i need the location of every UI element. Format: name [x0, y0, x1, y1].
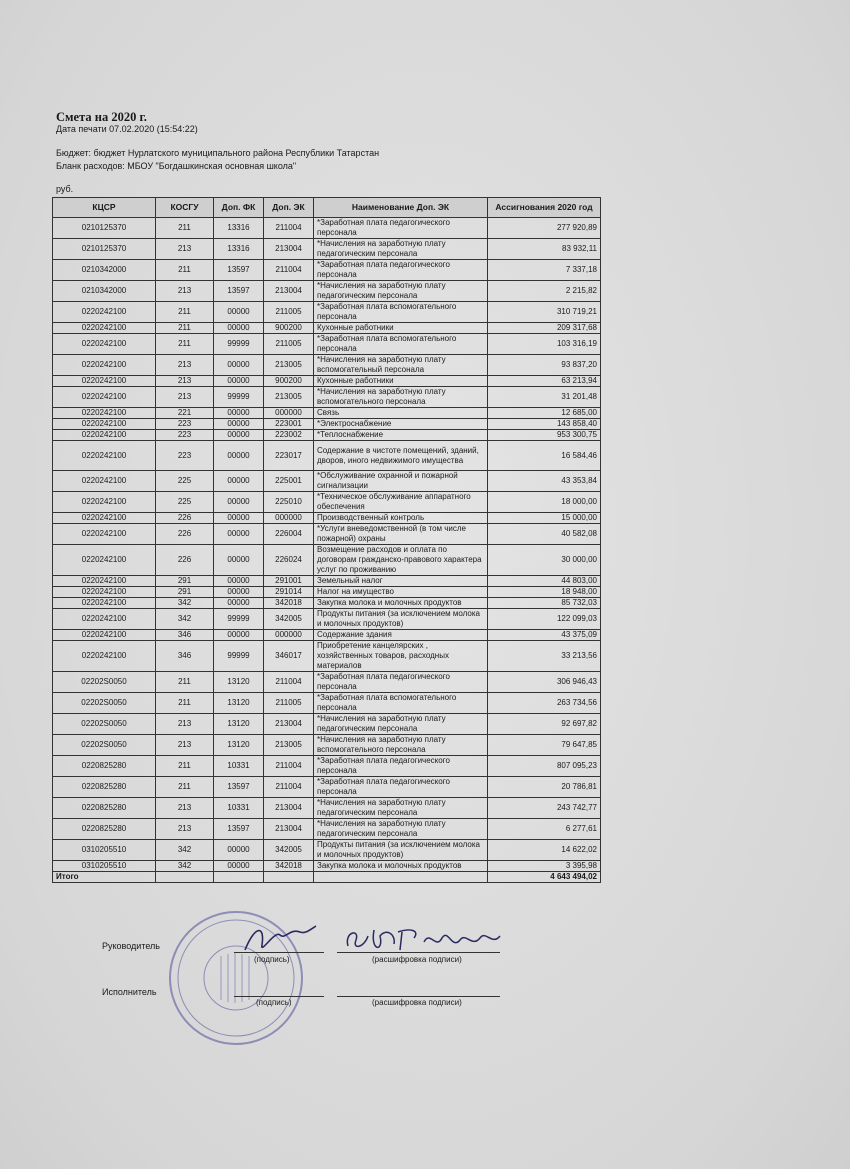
header-kcsr: КЦСР — [53, 198, 156, 218]
cell-kosgu: 213 — [156, 355, 214, 376]
cell-dop-ek: 000000 — [264, 513, 314, 524]
cell-name: *Заработная плата педагогического персонала — [314, 218, 488, 239]
cell-sum: 209 317,68 — [488, 323, 601, 334]
cell-sum: 7 337,18 — [488, 260, 601, 281]
cell-kcsr: 02202S0050 — [53, 693, 156, 714]
cell-kosgu: 211 — [156, 672, 214, 693]
table-row — [53, 630, 601, 641]
cell-dop-fk: 00000 — [214, 513, 264, 524]
cell-sum: 31 201,48 — [488, 387, 601, 408]
cell-sum: 6 277,61 — [488, 819, 601, 840]
total-empty — [214, 872, 264, 883]
cell-sum: 277 920,89 — [488, 218, 601, 239]
cell-name: *Начисления на заработную плату вспомогательного персонала — [314, 735, 488, 756]
cell-dop-ek: 213004 — [264, 819, 314, 840]
cell-sum: 33 213,56 — [488, 641, 601, 672]
cell-dop-fk: 00000 — [214, 323, 264, 334]
table-row — [53, 598, 601, 609]
table-row — [53, 334, 601, 355]
total-empty — [314, 872, 488, 883]
table-row — [53, 387, 601, 408]
cell-sum: 40 582,08 — [488, 524, 601, 545]
cell-kosgu: 211 — [156, 260, 214, 281]
cell-dop-ek: 211004 — [264, 260, 314, 281]
cell-name: Кухонные работники — [314, 323, 488, 334]
cell-kosgu: 213 — [156, 376, 214, 387]
cell-name: Связь — [314, 408, 488, 419]
cell-sum: 807 095,23 — [488, 756, 601, 777]
budget-line: Бюджет: бюджет Нурлатского муниципального района Республики Татарстан — [56, 148, 380, 158]
cell-dop-ek: 213004 — [264, 281, 314, 302]
cell-dop-fk: 00000 — [214, 587, 264, 598]
cell-kosgu: 226 — [156, 545, 214, 576]
cell-kosgu: 223 — [156, 419, 214, 430]
cell-dop-fk: 00000 — [214, 545, 264, 576]
cell-kcsr: 0220242100 — [53, 545, 156, 576]
head-decode-caption: (расшифровка подписи) — [372, 955, 462, 964]
total-empty — [156, 872, 214, 883]
cell-dop-ek: 342005 — [264, 840, 314, 861]
executor-decode-line — [337, 996, 500, 997]
table-header-row — [53, 198, 601, 218]
cell-sum: 15 000,00 — [488, 513, 601, 524]
cell-dop-ek: 225010 — [264, 492, 314, 513]
cell-kcsr: 0220242100 — [53, 430, 156, 441]
handwritten-signature-icon — [240, 920, 320, 960]
cell-sum: 83 932,11 — [488, 239, 601, 260]
cell-kcsr: 0310205510 — [53, 840, 156, 861]
total-label: Итого — [53, 872, 156, 883]
header-allocation-2020: Ассигнования 2020 год — [488, 198, 601, 218]
cell-kosgu: 342 — [156, 840, 214, 861]
cell-dop-ek: 900200 — [264, 323, 314, 334]
cell-dop-ek: 226004 — [264, 524, 314, 545]
table-row — [53, 714, 601, 735]
cell-name: Возмещение расходов и оплата по договорам гражданско-правового характера услуг по проживанию — [314, 545, 488, 576]
cell-kcsr: 0220242100 — [53, 630, 156, 641]
cell-sum: 103 316,19 — [488, 334, 601, 355]
cell-kosgu: 213 — [156, 798, 214, 819]
cell-kosgu: 213 — [156, 387, 214, 408]
cell-dop-ek: 213004 — [264, 239, 314, 260]
cell-dop-ek: 291001 — [264, 576, 314, 587]
table-row — [53, 524, 601, 545]
cell-name: Налог на имущество — [314, 587, 488, 598]
cell-kosgu: 211 — [156, 302, 214, 323]
cell-dop-fk: 00000 — [214, 408, 264, 419]
blank-line: Бланк расходов: МБОУ "Богдашкинская основная школа" — [56, 161, 297, 171]
cell-kcsr: 0220242100 — [53, 334, 156, 355]
cell-kcsr: 0220242100 — [53, 587, 156, 598]
cell-name: Закупка молока и молочных продуктов — [314, 598, 488, 609]
cell-name: *Заработная плата вспомогательного персонала — [314, 334, 488, 355]
executor-label: Исполнитель — [102, 987, 157, 997]
cell-kcsr: 0220825280 — [53, 777, 156, 798]
cell-sum: 85 732,03 — [488, 598, 601, 609]
cell-sum: 79 647,85 — [488, 735, 601, 756]
cell-dop-ek: 342018 — [264, 598, 314, 609]
table-row — [53, 576, 601, 587]
cell-dop-fk: 00000 — [214, 430, 264, 441]
cell-kcsr: 0220242100 — [53, 576, 156, 587]
cell-kcsr: 0210125370 — [53, 218, 156, 239]
cell-name: Продукты питания (за исключением молока и молочных продуктов) — [314, 609, 488, 630]
cell-sum: 63 213,94 — [488, 376, 601, 387]
cell-kosgu: 223 — [156, 430, 214, 441]
cell-kosgu: 211 — [156, 693, 214, 714]
cell-kcsr: 02202S0050 — [53, 735, 156, 756]
cell-dop-fk: 00000 — [214, 471, 264, 492]
cell-dop-fk: 13120 — [214, 693, 264, 714]
cell-name: Кухонные работники — [314, 376, 488, 387]
cell-sum: 122 099,03 — [488, 609, 601, 630]
cell-kosgu: 213 — [156, 735, 214, 756]
cell-kosgu: 211 — [156, 777, 214, 798]
cell-dop-fk: 13597 — [214, 819, 264, 840]
cell-name: *Начисления на заработную плату педагогическим персонала — [314, 239, 488, 260]
cell-kosgu: 211 — [156, 323, 214, 334]
cell-kcsr: 0220242100 — [53, 419, 156, 430]
cell-kosgu: 213 — [156, 281, 214, 302]
cell-dop-ek: 213004 — [264, 798, 314, 819]
cell-kosgu: 211 — [156, 218, 214, 239]
cell-dop-ek: 223001 — [264, 419, 314, 430]
executor-decode-caption: (расшифровка подписи) — [372, 998, 462, 1007]
cell-dop-fk: 99999 — [214, 334, 264, 355]
cell-name: Приобретение канцелярских , хозяйственных товаров, расходных материалов — [314, 641, 488, 672]
cell-name: *Электроснабжение — [314, 419, 488, 430]
print-date: Дата печати 07.02.2020 (15:54:22) — [56, 124, 198, 134]
table-row — [53, 587, 601, 598]
cell-dop-ek: 211005 — [264, 334, 314, 355]
cell-kcsr: 0220242100 — [53, 609, 156, 630]
cell-name: *Начисления на заработную плату вспомогательный персонала — [314, 355, 488, 376]
cell-name: Земельный налог — [314, 576, 488, 587]
cell-sum: 16 584,46 — [488, 441, 601, 471]
cell-dop-fk: 10331 — [214, 756, 264, 777]
cell-dop-ek: 342018 — [264, 861, 314, 872]
cell-dop-fk: 00000 — [214, 630, 264, 641]
cell-sum: 2 215,82 — [488, 281, 601, 302]
cell-name: Закупка молока и молочных продуктов — [314, 861, 488, 872]
cell-dop-fk: 00000 — [214, 355, 264, 376]
cell-kcsr: 0210125370 — [53, 239, 156, 260]
cell-kosgu: 211 — [156, 756, 214, 777]
head-sign-caption: (подпись) — [254, 955, 290, 964]
table-row — [53, 840, 601, 861]
cell-dop-ek: 225001 — [264, 471, 314, 492]
cell-name: *Техническое обслуживание аппаратного обеспечения — [314, 492, 488, 513]
cell-dop-fk: 13597 — [214, 281, 264, 302]
cell-dop-fk: 13120 — [214, 672, 264, 693]
header-dop-ek: Доп. ЭК — [264, 198, 314, 218]
cell-kosgu: 226 — [156, 524, 214, 545]
cell-name: *Заработная плата педагогического персонала — [314, 777, 488, 798]
cell-dop-ek: 211004 — [264, 777, 314, 798]
cell-dop-fk: 00000 — [214, 492, 264, 513]
cell-sum: 20 786,81 — [488, 777, 601, 798]
table-row — [53, 281, 601, 302]
cell-kosgu: 342 — [156, 861, 214, 872]
header-dop-fk: Доп. ФК — [214, 198, 264, 218]
cell-dop-fk: 13120 — [214, 714, 264, 735]
cell-dop-ek: 900200 — [264, 376, 314, 387]
cell-dop-fk: 99999 — [214, 387, 264, 408]
cell-name: *Начисления на заработную плату педагогическим персонала — [314, 281, 488, 302]
cell-dop-fk: 00000 — [214, 302, 264, 323]
cell-dop-fk: 00000 — [214, 576, 264, 587]
cell-kcsr: 0310205510 — [53, 861, 156, 872]
table-row — [53, 302, 601, 323]
cell-sum: 43 353,84 — [488, 471, 601, 492]
cell-dop-fk: 00000 — [214, 441, 264, 471]
cell-kcsr: 0220242100 — [53, 387, 156, 408]
table-row — [53, 419, 601, 430]
total-sum: 4 643 494,02 — [488, 872, 601, 883]
cell-kosgu: 346 — [156, 630, 214, 641]
table-row — [53, 430, 601, 441]
cell-dop-fk: 13316 — [214, 239, 264, 260]
cell-dop-ek: 211004 — [264, 218, 314, 239]
cell-name: *Начисления на заработную плату вспомогательного персонала — [314, 387, 488, 408]
table-row — [53, 441, 601, 471]
cell-dop-ek: 342005 — [264, 609, 314, 630]
cell-name: *Заработная плата вспомогательного персонала — [314, 302, 488, 323]
cell-kcsr: 0210342000 — [53, 281, 156, 302]
table-row — [53, 641, 601, 672]
table-row — [53, 798, 601, 819]
table-row — [53, 492, 601, 513]
cell-dop-ek: 213005 — [264, 735, 314, 756]
table-row — [53, 735, 601, 756]
cell-kcsr: 0220242100 — [53, 492, 156, 513]
table-row — [53, 672, 601, 693]
cell-name: Содержание здания — [314, 630, 488, 641]
cell-kcsr: 0210342000 — [53, 260, 156, 281]
cell-dop-ek: 211004 — [264, 672, 314, 693]
head-label: Руководитель — [102, 941, 160, 951]
cell-name: Содержание в чистоте помещений, зданий, дворов, иного недвижимого имущества — [314, 441, 488, 471]
table-row — [53, 471, 601, 492]
cell-sum: 18 000,00 — [488, 492, 601, 513]
cell-kosgu: 346 — [156, 641, 214, 672]
cell-sum: 243 742,77 — [488, 798, 601, 819]
cell-dop-ek: 211005 — [264, 302, 314, 323]
cell-name: *Услуги вневедомственной (в том числе пожарной) охраны — [314, 524, 488, 545]
cell-dop-ek: 000000 — [264, 408, 314, 419]
cell-sum: 953 300,75 — [488, 430, 601, 441]
cell-dop-ek: 291014 — [264, 587, 314, 598]
cell-name: *Заработная плата педагогического персонала — [314, 260, 488, 281]
cell-kosgu: 225 — [156, 471, 214, 492]
cell-dop-fk: 00000 — [214, 524, 264, 545]
cell-sum: 3 395,98 — [488, 861, 601, 872]
cell-name: *Начисления на заработную плату педагогическим персонала — [314, 819, 488, 840]
cell-dop-fk: 13597 — [214, 260, 264, 281]
table-row — [53, 777, 601, 798]
cell-kcsr: 0220242100 — [53, 598, 156, 609]
cell-dop-ek: 213005 — [264, 355, 314, 376]
table-row — [53, 355, 601, 376]
header-name-dop-ek: Наименование Доп. ЭК — [314, 198, 488, 218]
cell-dop-ek: 211005 — [264, 693, 314, 714]
table-row — [53, 260, 601, 281]
cell-dop-fk: 99999 — [214, 609, 264, 630]
cell-sum: 18 948,00 — [488, 587, 601, 598]
cell-kcsr: 0220825280 — [53, 798, 156, 819]
executor-sign-caption: (подпись) — [256, 998, 292, 1007]
cell-sum: 14 622,02 — [488, 840, 601, 861]
head-decode-line — [337, 952, 500, 953]
cell-kcsr: 0220242100 — [53, 376, 156, 387]
cell-kosgu: 291 — [156, 587, 214, 598]
cell-name: *Заработная плата педагогического персонала — [314, 756, 488, 777]
table-row — [53, 693, 601, 714]
cell-name: *Обслуживание охранной и пожарной сигнализации — [314, 471, 488, 492]
header-kosgu: КОСГУ — [156, 198, 214, 218]
cell-kosgu: 213 — [156, 714, 214, 735]
cell-dop-ek: 000000 — [264, 630, 314, 641]
cell-dop-ek: 346017 — [264, 641, 314, 672]
cell-sum: 43 375,09 — [488, 630, 601, 641]
cell-kosgu: 221 — [156, 408, 214, 419]
cell-name: *Начисления на заработную плату педагогическим персонала — [314, 798, 488, 819]
cell-kcsr: 0220242100 — [53, 302, 156, 323]
table-row — [53, 239, 601, 260]
cell-dop-fk: 00000 — [214, 861, 264, 872]
executor-sign-line — [234, 996, 324, 997]
cell-kcsr: 0220242100 — [53, 355, 156, 376]
cell-dop-fk: 00000 — [214, 598, 264, 609]
table-row — [53, 408, 601, 419]
table-row — [53, 609, 601, 630]
cell-kcsr: 0220242100 — [53, 441, 156, 471]
cell-kcsr: 02202S0050 — [53, 672, 156, 693]
cell-kosgu: 226 — [156, 513, 214, 524]
table-row — [53, 819, 601, 840]
table-row — [53, 376, 601, 387]
cell-kosgu: 342 — [156, 609, 214, 630]
cell-kosgu: 342 — [156, 598, 214, 609]
cell-dop-fk: 13597 — [214, 777, 264, 798]
cell-dop-fk: 00000 — [214, 419, 264, 430]
cell-kosgu: 223 — [156, 441, 214, 471]
cell-dop-fk: 99999 — [214, 641, 264, 672]
cell-dop-fk: 10331 — [214, 798, 264, 819]
cell-kcsr: 0220242100 — [53, 513, 156, 524]
cell-kosgu: 213 — [156, 239, 214, 260]
cell-sum: 44 803,00 — [488, 576, 601, 587]
cell-dop-fk: 00000 — [214, 840, 264, 861]
head-sign-line — [234, 952, 324, 953]
cell-dop-ek: 223002 — [264, 430, 314, 441]
cell-dop-ek: 226024 — [264, 545, 314, 576]
cell-kcsr: 0220242100 — [53, 641, 156, 672]
cell-kosgu: 211 — [156, 334, 214, 355]
cell-name: *Заработная плата вспомогательного персонала — [314, 693, 488, 714]
cell-name: Производственный контроль — [314, 513, 488, 524]
cell-dop-fk: 13316 — [214, 218, 264, 239]
cell-dop-ek: 213004 — [264, 714, 314, 735]
cell-sum: 306 946,43 — [488, 672, 601, 693]
cell-kcsr: 0220242100 — [53, 471, 156, 492]
cell-dop-fk: 00000 — [214, 376, 264, 387]
cell-dop-ek: 213005 — [264, 387, 314, 408]
cell-name: Продукты питания (за исключением молока и молочных продуктов) — [314, 840, 488, 861]
cell-kcsr: 0220825280 — [53, 756, 156, 777]
cell-kcsr: 0220825280 — [53, 819, 156, 840]
cell-dop-fk: 13120 — [214, 735, 264, 756]
table-row — [53, 545, 601, 576]
cell-kcsr: 02202S0050 — [53, 714, 156, 735]
table-row — [53, 861, 601, 872]
cell-sum: 12 685,00 — [488, 408, 601, 419]
cell-kosgu: 225 — [156, 492, 214, 513]
cell-sum: 92 697,82 — [488, 714, 601, 735]
table-row — [53, 513, 601, 524]
cell-dop-ek: 211004 — [264, 756, 314, 777]
cell-kosgu: 213 — [156, 819, 214, 840]
total-row — [53, 872, 601, 883]
table-row — [53, 323, 601, 334]
cell-kcsr: 0220242100 — [53, 408, 156, 419]
total-empty — [264, 872, 314, 883]
table-row — [53, 218, 601, 239]
table-row — [53, 756, 601, 777]
cell-kcsr: 0220242100 — [53, 323, 156, 334]
cell-name: *Начисления на заработную плату педагогическим персонала — [314, 714, 488, 735]
cell-kosgu: 291 — [156, 576, 214, 587]
cell-sum: 143 858,40 — [488, 419, 601, 430]
cell-sum: 310 719,21 — [488, 302, 601, 323]
page-title: Смета на 2020 г. — [56, 110, 147, 124]
cell-sum: 30 000,00 — [488, 545, 601, 576]
cell-dop-ek: 223017 — [264, 441, 314, 471]
currency-unit: руб. — [56, 184, 74, 194]
cell-sum: 263 734,56 — [488, 693, 601, 714]
estimate-table — [52, 197, 601, 883]
cell-name: *Теплоснабжение — [314, 430, 488, 441]
cell-name: *Заработная плата педагогического персонала — [314, 672, 488, 693]
cell-sum: 93 837,20 — [488, 355, 601, 376]
cell-kcsr: 0220242100 — [53, 524, 156, 545]
